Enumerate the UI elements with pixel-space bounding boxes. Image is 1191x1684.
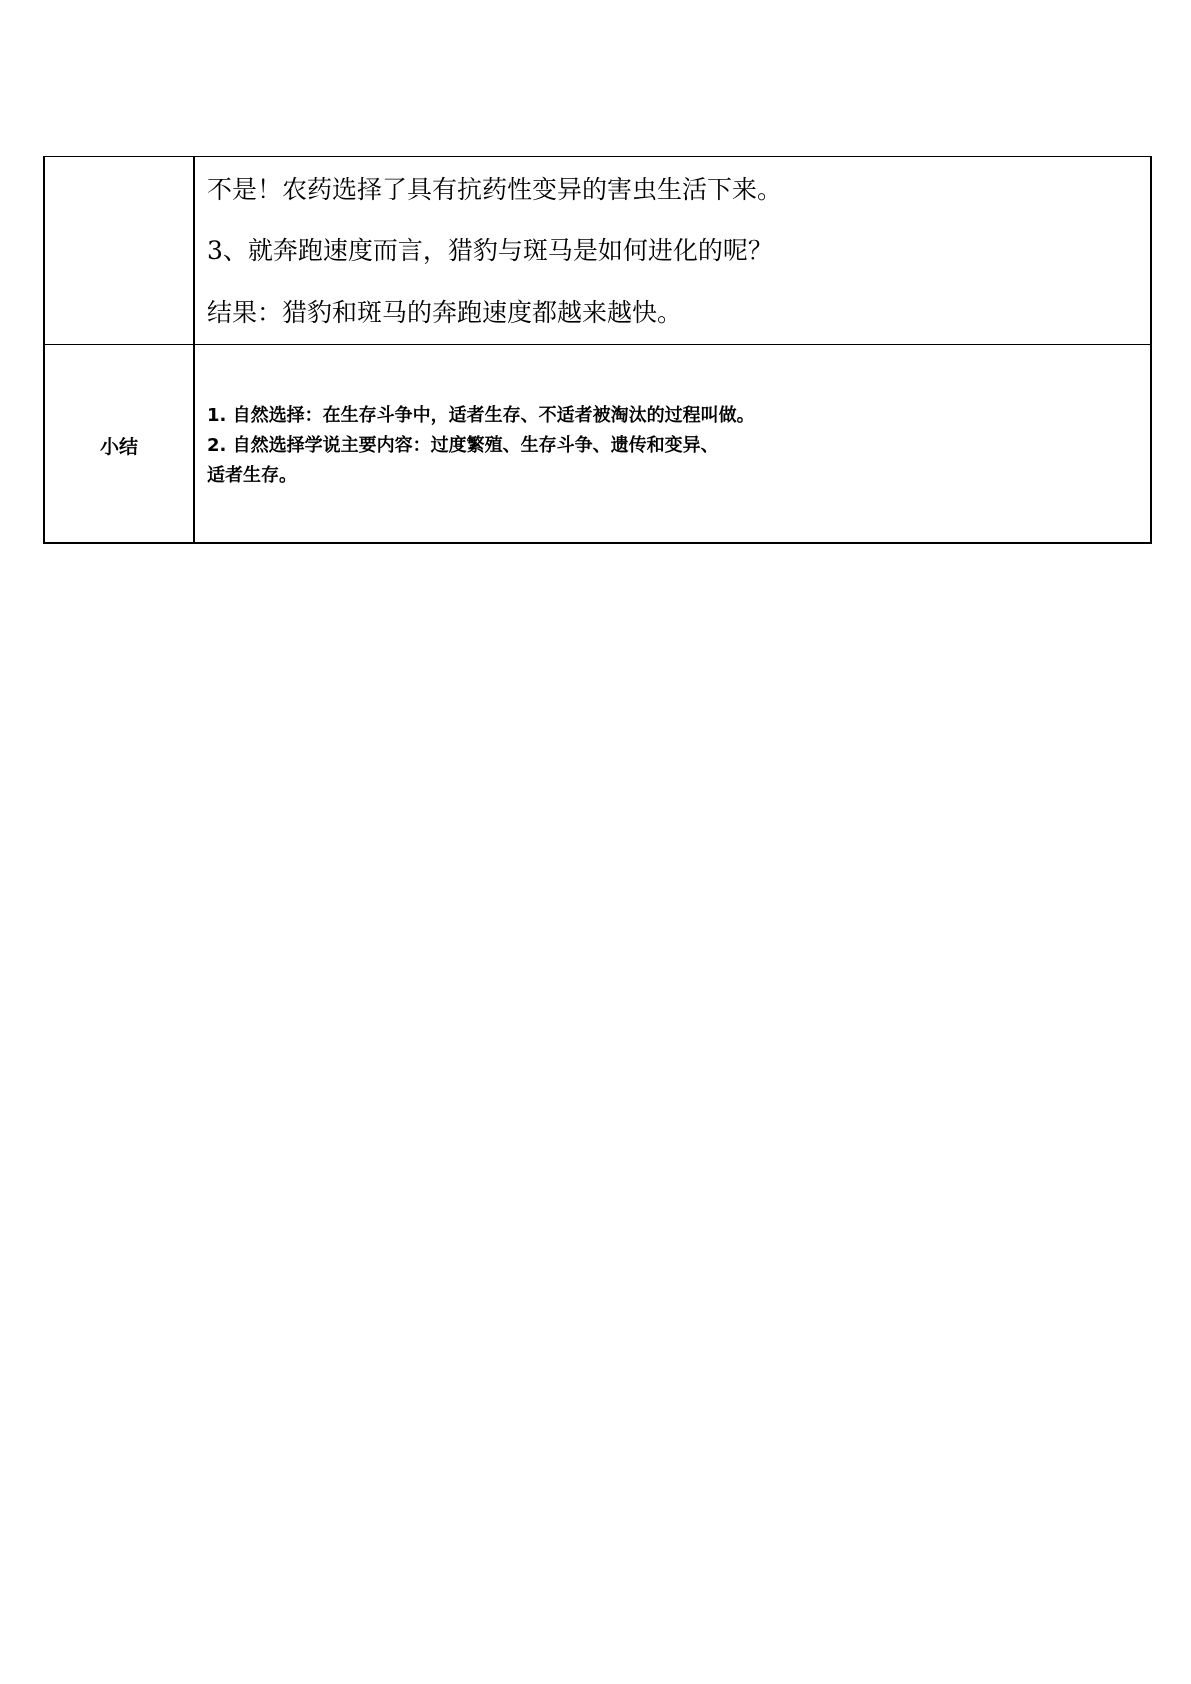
table-row	[44, 345, 1151, 544]
answer-line: 不是！农药选择了具有抗药性变异的害虫生活下来。	[207, 175, 783, 204]
summary-text	[195, 345, 1150, 491]
summary-line-2: 2. 自然选择学说主要内容：过度繁殖、生存斗争、遗传和变异、	[207, 435, 719, 456]
row-content-cell	[194, 157, 1151, 345]
summary-line-1: 1. 自然选择：在生存斗争中，适者生存、不适者被淘汰的过程叫做。	[207, 405, 755, 426]
lesson-table	[43, 156, 1152, 544]
question-line: 3、就奔跑速度而言，猎豹与斑马是如何进化的呢？	[207, 236, 773, 265]
table-row	[44, 157, 1151, 345]
summary-label: 小结	[99, 436, 138, 458]
summary-label-cell	[44, 345, 194, 544]
row-label-cell	[44, 157, 194, 345]
summary-content-cell	[194, 345, 1151, 544]
summary-line-3: 适者生存。	[207, 465, 297, 486]
result-line: 结果：猎豹和斑马的奔跑速度都越来越快。	[207, 298, 683, 327]
